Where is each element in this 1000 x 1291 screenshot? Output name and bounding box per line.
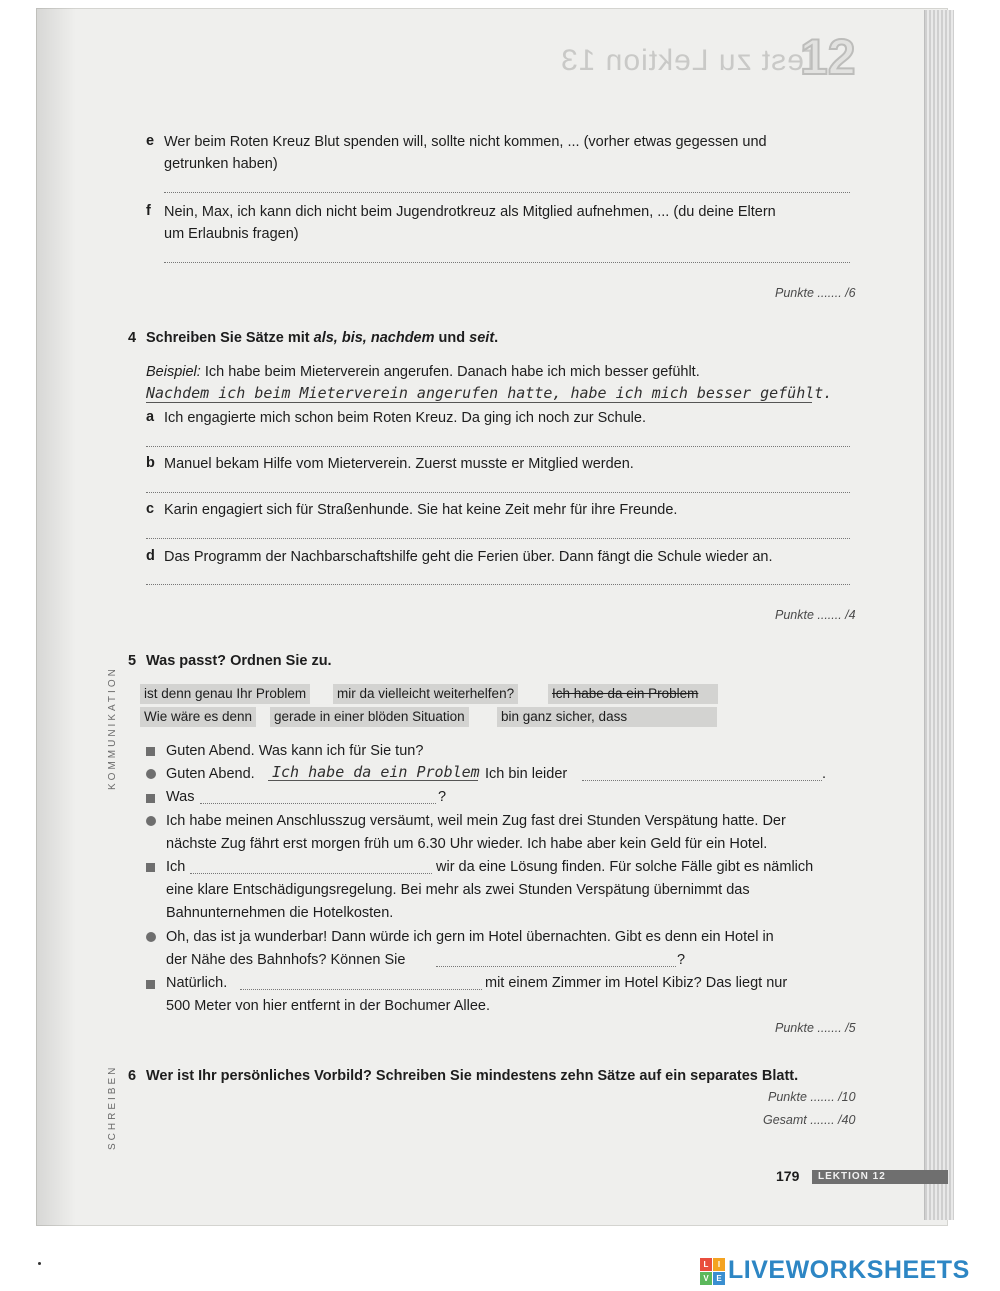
dialog-line-3b: ? <box>438 789 447 805</box>
answer-line-b[interactable] <box>146 492 850 493</box>
page-number: 179 <box>776 1168 800 1184</box>
option-chip-5[interactable]: gerade in einer blöden Situation <box>270 707 469 727</box>
item-letter-c: c <box>146 501 155 517</box>
option-chip-3-used[interactable]: Ich habe da ein Problem <box>548 684 718 704</box>
dialog-gap-3[interactable] <box>200 803 436 804</box>
item-f-line2: um Erlaubnis fragen) <box>164 226 299 242</box>
example-handwritten-answer: Nachdem ich beim Mieterverein angerufen hatte, habe ich mich besser gefühlt. <box>146 384 833 402</box>
binding-shadow <box>36 8 76 1226</box>
points-exercise-4: Punkte ....... /4 <box>775 608 856 622</box>
option-chip-4[interactable]: Wie wäre es denn <box>140 707 256 727</box>
side-label-schreiben: SCHREIBEN <box>107 1064 118 1150</box>
example-answer-line <box>146 402 812 403</box>
liveworksheets-wordmark: LIVEWORKSHEETS <box>728 1256 970 1284</box>
exercise-5-title: Was passt? Ordnen Sie zu. <box>146 653 332 669</box>
dialog-gap-2[interactable] <box>582 780 822 781</box>
scan-speck <box>38 1262 41 1265</box>
exercise-5-number: 5 <box>128 653 137 669</box>
dialog-line-2b: Ich bin leider <box>485 766 568 782</box>
dialog-line-7-2: 500 Meter von hier entfernt in der Bochumer Allee. <box>166 998 491 1014</box>
mirrored-header-title: Test zu Lektion 13 <box>560 44 820 77</box>
item-letter-b: b <box>146 455 155 471</box>
item-e-line2: getrunken haben) <box>164 156 278 172</box>
lesson-band: LEKTION 12 <box>812 1170 948 1184</box>
points-exercise-5: Punkte ....... /5 <box>775 1021 856 1035</box>
item-letter-d: d <box>146 548 155 564</box>
dialog-line-7a: Natürlich. <box>166 975 228 991</box>
exercise-6-number: 6 <box>128 1068 137 1084</box>
item-letter-a: a <box>146 409 155 425</box>
liveworksheets-logo[interactable] <box>700 1256 970 1285</box>
liveworksheets-badge-icon: L I V E <box>700 1258 724 1284</box>
dialog-line-6-2a: der Nähe des Bahnhofs? Können Sie <box>166 952 406 968</box>
answer-line-c[interactable] <box>146 538 850 539</box>
option-chip-1[interactable]: ist denn genau Ihr Problem <box>140 684 310 704</box>
speaker-circle-marker <box>146 932 156 942</box>
total-points: Gesamt ....... /40 <box>763 1113 856 1127</box>
speaker-square-marker <box>146 863 155 872</box>
chapter-number: 12 <box>800 29 856 85</box>
item-a-text: Ich engagierte mich schon beim Roten Kreuz. Da ging ich noch zur Schule. <box>164 410 646 426</box>
answer-line-e[interactable] <box>164 192 850 193</box>
dialog-line-1: Guten Abend. Was kann ich für Sie tun? <box>166 743 424 759</box>
item-letter-e: e <box>146 133 155 149</box>
dialog-line-5a: Ich <box>166 859 186 875</box>
side-label-kommunikation: KOMMUNIKATION <box>107 666 118 790</box>
speaker-square-marker <box>146 794 155 803</box>
dialog-line-7b: mit einem Zimmer im Hotel Kibiz? Das liegt nur <box>485 975 788 991</box>
dialog-gap-4[interactable] <box>190 873 432 874</box>
dialog-gap-5[interactable] <box>436 966 676 967</box>
speaker-circle-marker <box>146 816 156 826</box>
item-letter-f: f <box>146 203 151 219</box>
dialog-line-6-1: Oh, das ist ja wunderbar! Dann würde ich gern im Hotel übernachten. Gibt es denn ein Hotel in <box>166 929 774 945</box>
option-chip-6[interactable]: bin ganz sicher, dass <box>497 707 717 727</box>
speaker-square-marker <box>146 980 155 989</box>
dialog-line-5-3: Bahnunternehmen die Hotelkosten. <box>166 905 394 921</box>
dialog-line-6-2b: ? <box>677 952 686 968</box>
exercise-6-title: Wer ist Ihr persönliches Vorbild? Schreiben Sie mindestens zehn Sätze auf ein separates Blatt. <box>146 1068 799 1084</box>
points-exercise-6: Punkte ....... /10 <box>768 1090 856 1104</box>
answer-line-f[interactable] <box>164 262 850 263</box>
page-edge-stack <box>924 10 954 1220</box>
item-c-text: Karin engagiert sich für Straßenhunde. Sie hat keine Zeit mehr für ihre Freunde. <box>164 502 678 518</box>
exercise-4-example: Beispiel: Ich habe beim Mieterverein angerufen. Danach habe ich mich besser gefühlt. <box>146 364 700 380</box>
dialog-line-4-1: Ich habe meinen Anschlusszug versäumt, weil mein Zug fast drei Stunden Verspätung hatte. Der <box>166 813 786 829</box>
dialog-gap-1-answer[interactable]: Ich habe da ein Problem <box>272 763 480 781</box>
exercise-4-number: 4 <box>128 330 137 346</box>
answer-line-d[interactable] <box>146 584 850 585</box>
dialog-line-5b: wir da eine Lösung finden. Für solche Fälle gibt es nämlich <box>436 859 814 875</box>
dialog-line-4-2: nächste Zug fährt erst morgen früh um 6.30 Uhr wieder. Ich habe aber kein Geld für ein Hotel. <box>166 836 768 852</box>
dialog-gap-6[interactable] <box>240 989 482 990</box>
dialog-line-5-2: eine klare Entschädigungsregelung. Bei mehr als zwei Stunden Verspätung übernimmt das <box>166 882 750 898</box>
item-b-text: Manuel bekam Hilfe vom Mieterverein. Zuerst musste er Mitglied werden. <box>164 456 634 472</box>
dialog-line-2a: Guten Abend. <box>166 766 255 782</box>
speaker-square-marker <box>146 747 155 756</box>
answer-line-a[interactable] <box>146 446 850 447</box>
dialog-line-2c: . <box>822 766 827 782</box>
points-exercise-3: Punkte ....... /6 <box>775 286 856 300</box>
dialog-gap-1-line <box>268 780 478 781</box>
exercise-4-title: Schreiben Sie Sätze mit als, bis, nachdem und seit. <box>146 330 499 346</box>
item-e-line1: Wer beim Roten Kreuz Blut spenden will, sollte nicht kommen, ... (vorher etwas gegessen und <box>164 134 767 150</box>
speaker-circle-marker <box>146 769 156 779</box>
dialog-line-3a: Was <box>166 789 195 805</box>
item-d-text: Das Programm der Nachbarschaftshilfe geht die Ferien über. Dann fängt die Schule wieder an. <box>164 549 773 565</box>
item-f-line1: Nein, Max, ich kann dich nicht beim Jugendrotkreuz als Mitglied aufnehmen, ... (du deine Eltern <box>164 204 776 220</box>
option-chip-2[interactable]: mir da vielleicht weiterhelfen? <box>333 684 518 704</box>
